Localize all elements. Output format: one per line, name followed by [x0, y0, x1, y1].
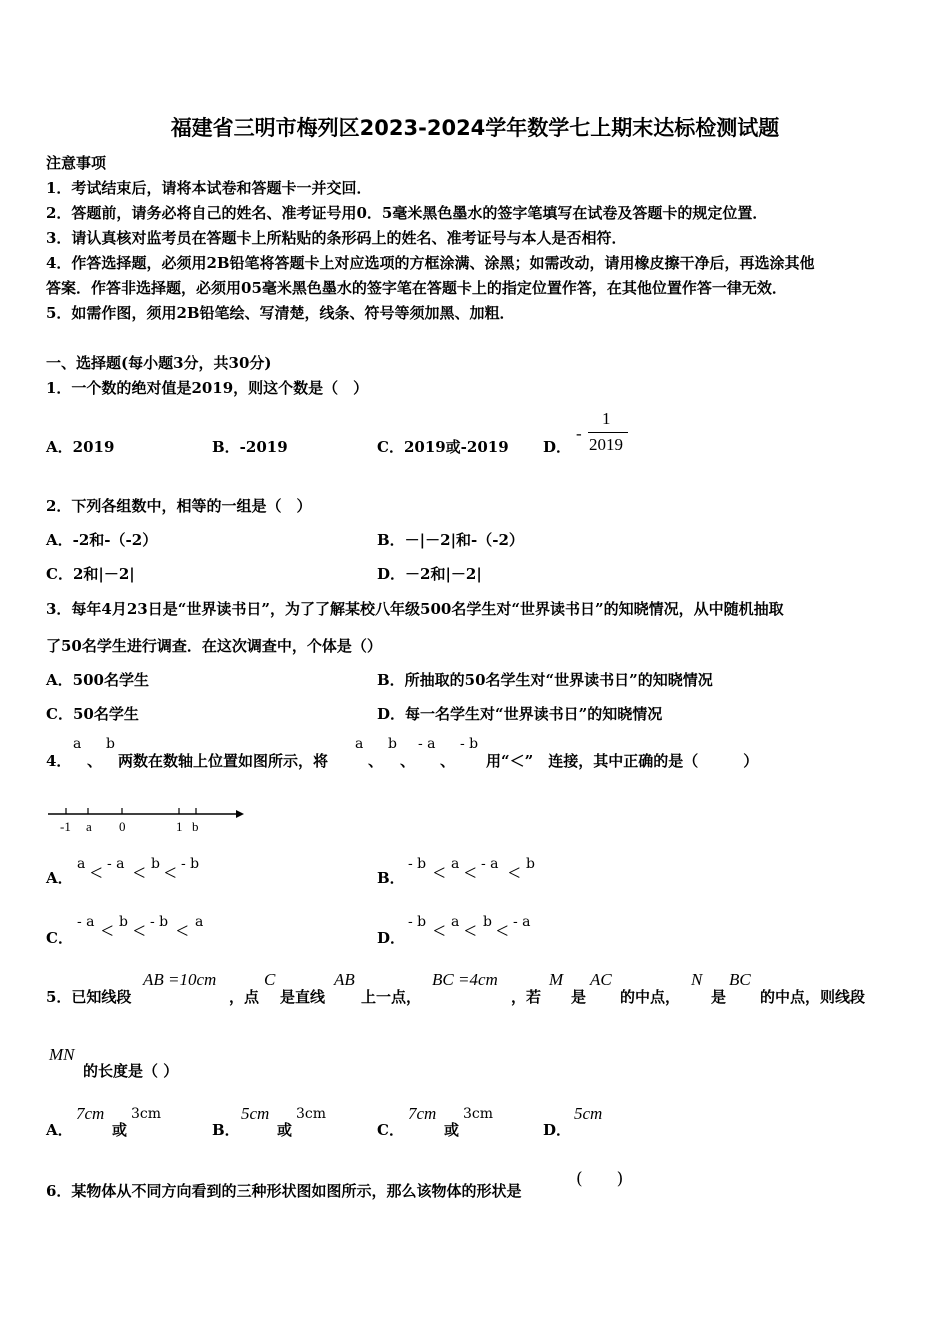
q1-d-minus: - — [576, 424, 582, 443]
q2-option-c: C．2和|－2| — [46, 565, 135, 583]
q3-option-c: C．50名学生 — [46, 705, 139, 723]
less-than-sign: < — [101, 918, 114, 943]
q5-math: N — [691, 970, 703, 989]
less-than-sign: < — [176, 918, 189, 943]
axis-label: 1 — [176, 819, 183, 834]
q4-option-term: a — [451, 856, 460, 872]
q1-d-numerator: 1 — [602, 409, 611, 428]
q4-option-term: - a — [513, 914, 531, 930]
axis-label: a — [86, 819, 92, 834]
q5-math: BC — [729, 970, 751, 989]
axis-label: b — [192, 819, 199, 834]
axis-arrow-icon — [236, 810, 244, 818]
notice-item: 1．考试结束后，请将本试卷和答题卡一并交回． — [46, 179, 372, 197]
notice-item: 2．答题前，请务必将自己的姓名、准考证号用0．5毫米黑色墨水的签字笔填写在试卷及答题卡的规定位置． — [46, 204, 768, 222]
axis-label: 0 — [119, 819, 126, 834]
q5-text: ，点 — [229, 988, 260, 1006]
less-than-sign: < — [133, 860, 146, 885]
q4-separator: 、 — [368, 752, 384, 770]
question-3-stem: 3．每年4月23日是“世界读书日”，为了了解某校八年级500名学生对“世界读书日”的知晓情况，从中随机抽取 — [46, 600, 784, 618]
q5-text: 是 — [571, 988, 587, 1006]
q4-symbol: b — [388, 736, 397, 752]
q4-separator: 、 — [87, 752, 103, 770]
question-1-stem: 1．一个数的绝对值是2019，则这个数是（ ） — [46, 379, 369, 397]
q1-option-a: A．2019 — [46, 438, 115, 456]
q1-option-c: C．2019或-2019 — [377, 438, 509, 456]
q5-math: AB — [334, 970, 355, 989]
q5-text: 是直线 — [280, 988, 326, 1006]
q4-option-term: b — [151, 856, 160, 872]
q5-option-a-value2: 3cm — [131, 1106, 162, 1122]
q5-math: BC =4cm — [432, 970, 498, 989]
q4-symbol: a — [355, 736, 364, 752]
q4-text: 用“＜” 连接，其中正确的是（ ） — [486, 752, 759, 770]
notice-item: 4．作答选择题，必须用2B铅笔将答题卡上对应选项的方框涂满、涂黑；如需改动，请用橡皮擦干净后，再选涂其他 — [46, 254, 815, 272]
q4-number: 4． — [46, 752, 72, 770]
q5-option-c-value: 7cm — [408, 1104, 437, 1123]
q4-option-term: - b — [150, 914, 169, 930]
less-than-sign: < — [164, 860, 177, 885]
q5-math: AB =10cm — [143, 970, 217, 989]
less-than-sign: < — [133, 918, 146, 943]
q5-math: AC — [590, 970, 612, 989]
q4-option-term: b — [483, 914, 492, 930]
q4-symbol: - a — [418, 736, 436, 752]
q5-text: 是 — [711, 988, 727, 1006]
notice-item: 答案．作答非选择题，必须用05毫米黑色墨水的签字笔在答题卡上的指定位置作答，在其他位置作答一律无效． — [46, 279, 787, 297]
notice-item: 5．如需作图，须用2B铅笔绘、写清楚，线条、符号等须加黑、加粗． — [46, 304, 515, 322]
fraction-bar — [588, 432, 628, 433]
q4-text: 两数在数轴上位置如图所示，将 — [118, 752, 329, 770]
less-than-sign: < — [464, 918, 477, 943]
q4-option-term: b — [526, 856, 535, 872]
less-than-sign: < — [433, 860, 446, 885]
q6-answer-paren: ( ) — [576, 1169, 624, 1189]
q5-text: ，若 — [511, 988, 542, 1006]
q4-option-term: b — [119, 914, 128, 930]
q4-option-term: - b — [408, 856, 427, 872]
q5-option-a-label: A． — [46, 1121, 73, 1139]
page-title: 福建省三明市梅列区2023-2024学年数学七上期末达标检测试题 — [170, 116, 780, 140]
axis-label: -1 — [60, 819, 71, 834]
less-than-sign: < — [433, 918, 446, 943]
question-3-stem-cont: 了50名学生进行调查．在这次调查中，个体是（） — [46, 637, 382, 655]
q5-option-d-value: 5cm — [574, 1104, 603, 1123]
q4-symbol: a — [73, 736, 82, 752]
q4-symbol: - b — [460, 736, 479, 752]
q4-option-term: - a — [107, 856, 125, 872]
q5-option-c-label: C． — [377, 1121, 404, 1139]
less-than-sign: < — [90, 860, 103, 885]
q4-option-a-label: A． — [46, 869, 73, 887]
notice-item: 3．请认真核对监考员在答题卡上所粘贴的条形码上的姓名、准考证号与本人是否相符． — [46, 229, 627, 247]
q5-text: 的中点， — [620, 988, 681, 1006]
q1-d-denominator: 2019 — [589, 435, 623, 454]
q5-text: 的中点，则线段 — [760, 988, 866, 1006]
q5-text: 上一点， — [361, 988, 422, 1006]
notice-heading: 注意事项 — [46, 154, 107, 172]
q4-option-term: - a — [77, 914, 95, 930]
q4-option-term: a — [195, 914, 204, 930]
q3-option-b: B．所抽取的50名学生对“世界读书日”的知晓情况 — [377, 671, 713, 689]
q4-separator: 、 — [400, 752, 416, 770]
q3-option-a: A．500名学生 — [46, 671, 149, 689]
q5-option-b-label: B． — [212, 1121, 240, 1139]
q5-option-a-value: 7cm — [76, 1104, 105, 1123]
question-2-stem: 2．下列各组数中，相等的一组是（ ） — [46, 497, 312, 515]
q4-symbol: b — [106, 736, 115, 752]
q5-option-or: 或 — [277, 1121, 293, 1139]
q4-option-term: - b — [181, 856, 200, 872]
q5-math: MN — [49, 1045, 75, 1064]
q4-option-d-label: D． — [377, 929, 406, 947]
less-than-sign: < — [496, 918, 509, 943]
q2-option-a: A．-2和-（-2） — [46, 531, 158, 549]
q5-option-or: 或 — [444, 1121, 460, 1139]
q4-option-c-label: C． — [46, 929, 73, 947]
q5-math: C — [264, 970, 276, 989]
q5-text: 5．已知线段 — [46, 988, 132, 1006]
q4-option-b-label: B． — [377, 869, 405, 887]
q5-option-b-value: 5cm — [241, 1104, 270, 1123]
q5-option-c-value2: 3cm — [463, 1106, 494, 1122]
q4-option-term: - b — [408, 914, 427, 930]
q4-separator: 、 — [440, 752, 456, 770]
section-heading: 一、选择题(每小题3分，共30分) — [46, 354, 272, 372]
q5-math: M — [549, 970, 564, 989]
q3-option-d: D．每一名学生对“世界读书日”的知晓情况 — [377, 705, 663, 723]
q1-option-b: B．-2019 — [212, 438, 288, 456]
question-6-stem: 6．某物体从不同方向看到的三种形状图如图所示，那么该物体的形状是 — [46, 1182, 522, 1200]
q2-option-b: B．－|－2|和-（-2） — [377, 531, 524, 549]
q5-option-d-label: D． — [543, 1121, 572, 1139]
q5-text: 的长度是（ ） — [83, 1062, 179, 1080]
q4-option-term: a — [451, 914, 460, 930]
q1-option-d: D． — [543, 438, 572, 456]
q4-option-term: a — [77, 856, 86, 872]
number-line-figure — [44, 800, 254, 840]
less-than-sign: < — [464, 860, 477, 885]
q2-option-d: D．－2和|－2| — [377, 565, 482, 583]
q5-option-b-value2: 3cm — [296, 1106, 327, 1122]
less-than-sign: < — [508, 860, 521, 885]
q4-option-term: - a — [481, 856, 499, 872]
q5-option-or: 或 — [112, 1121, 128, 1139]
